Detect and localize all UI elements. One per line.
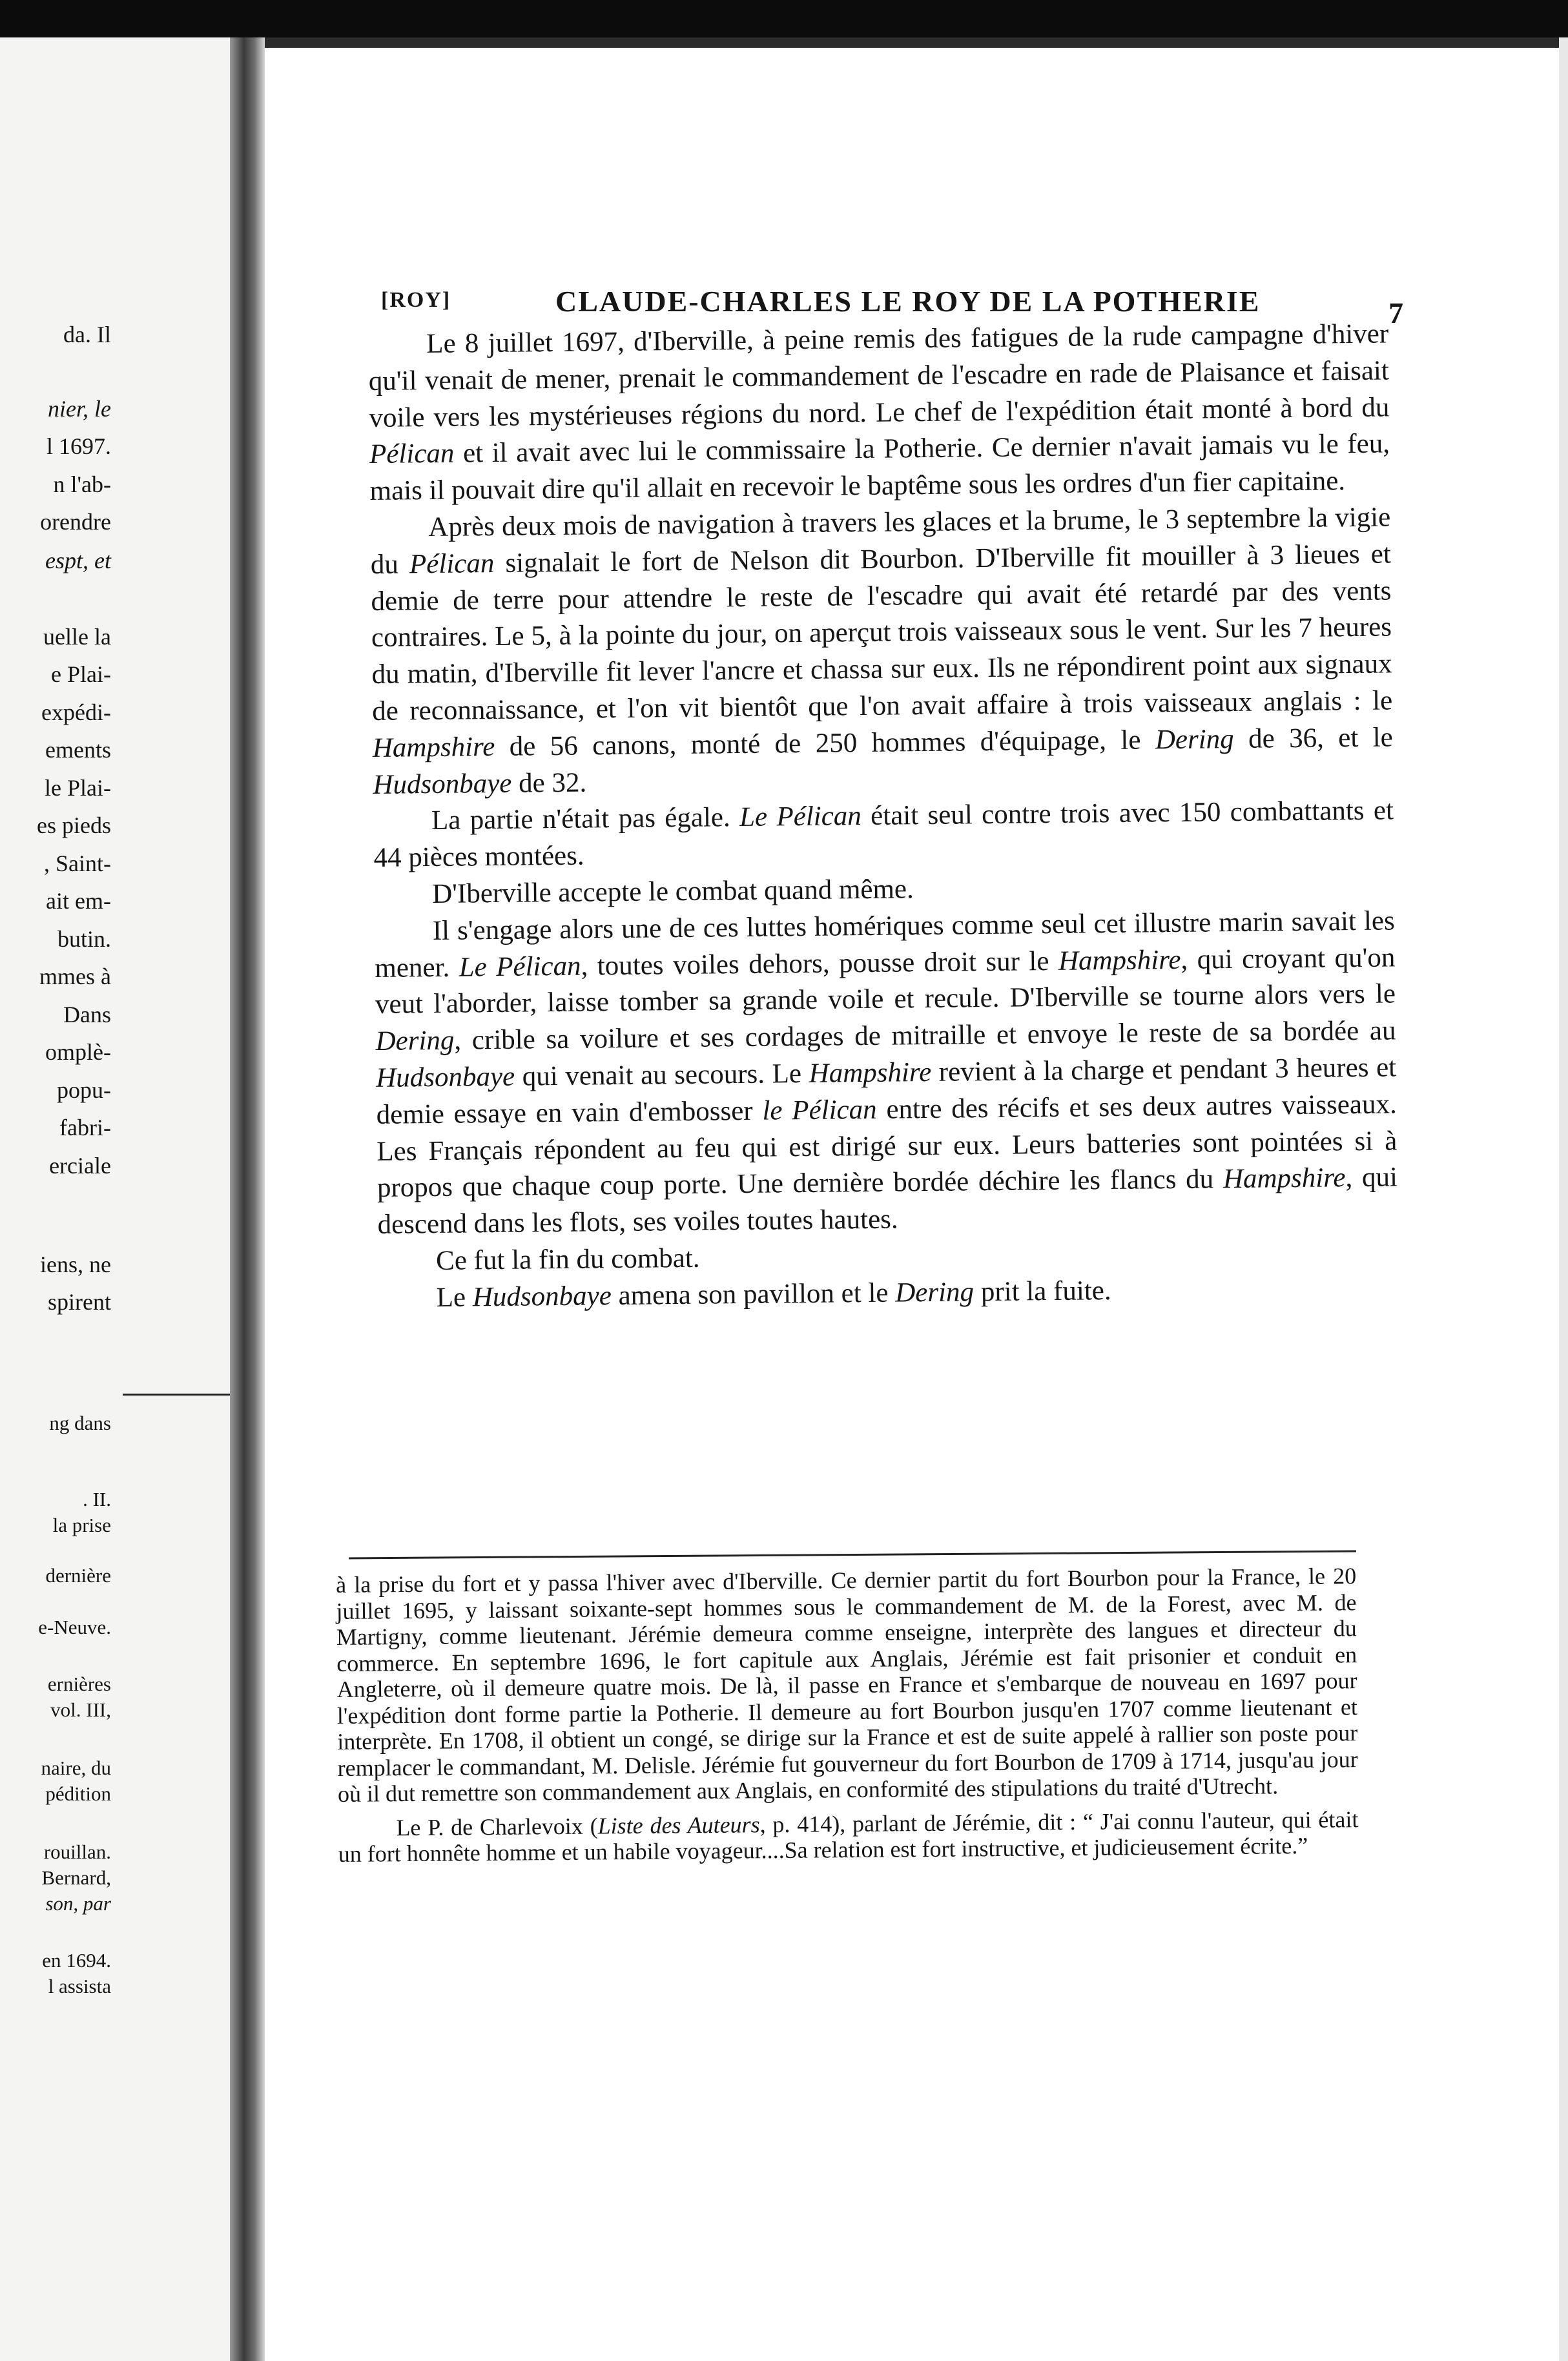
fragment-line: dernière: [45, 1564, 111, 1587]
fragment-line: ernières: [47, 1673, 111, 1695]
fragment-rule: [123, 1394, 232, 1396]
fragment-line: uelle la: [43, 624, 111, 650]
fragment-line: l 1697.: [46, 433, 111, 459]
fragment-line: espt, et: [45, 548, 111, 573]
fragment-line: n l'ab-: [53, 471, 111, 497]
fragment-line: iens, ne: [40, 1252, 111, 1277]
paragraph: D'Iberville accepte le combat quand même.: [431, 874, 914, 909]
fragment-line: expédi-: [41, 699, 111, 725]
fragment-line: , Saint-: [44, 851, 111, 876]
fragment-line: erciale: [49, 1153, 111, 1179]
fragment-line: e-Neuve.: [38, 1616, 111, 1638]
paragraph: Ce fut la fin du combat.: [435, 1242, 700, 1276]
fragment-line: fabri-: [59, 1115, 111, 1140]
fragment-line: spirent: [48, 1289, 111, 1315]
fragment-line: popu-: [57, 1077, 111, 1103]
fragment-line: le Plai-: [45, 775, 111, 801]
fragment-line: pédition: [45, 1782, 111, 1805]
footnote-paragraph: Le P. de Charlevoix (Liste des Auteurs, p. 414), parlant de Jérémie, dit : “ J'ai connu l'auteur, qui était un fort honnête homme et un habile voyageur....Sa relation est fort instructive, et judicieusement écrite.”: [338, 1806, 1359, 1867]
fragment-line: nier, le: [48, 396, 111, 422]
book-gutter: [230, 37, 265, 2361]
fragment-line: e Plai-: [51, 661, 111, 687]
facing-page-fragment: [0, 37, 240, 2361]
paragraph: Après deux mois de navigation à travers les glaces et la brume, le 3 septembre la vigie du Pélican signalait le fort de Nelson dit Bourbon. D'Iberville fit mouiller à 3 lieues et demie de terre pour attendre le reste de l'escadre qui avait été retardé par des vents contraires. Le 5, à la pointe du jour, on aperçut trois vaisseaux sous le vent. Sur les 7 heures du matin, d'Iberville fit lever l'ancre et chassa sur eux. Ils ne répondirent point aux signaux de reconnaissance, et l'on vit bientôt que l'on avait affaire à trois vaisseaux anglais : le Hampshire de 56 canons, monté de 250 hommes d'équipage, le Dering de 36, et le Hudsonbaye de 32.: [370, 502, 1393, 800]
fragment-line: rouillan.: [43, 1840, 111, 1863]
running-head-title: CLAUDE-CHARLES LE ROY DE LA POTHERIE: [555, 285, 1261, 318]
scan-top-edge: [0, 0, 1568, 37]
body-text: [368, 316, 1399, 1317]
running-head-tag: [ROY]: [381, 288, 451, 312]
paragraph: La partie n'était pas égale. Le Pélican était seul contre trois avec 150 combattants et 44 pièces montées.: [373, 795, 1394, 874]
fragment-line: naire, du: [41, 1757, 111, 1779]
fragment-line: ements: [45, 737, 111, 763]
fragment-line: omplè-: [45, 1039, 111, 1065]
fragment-line: . II.: [83, 1488, 111, 1510]
fragment-line: orendre: [40, 509, 111, 535]
footnotes: [336, 1563, 1359, 1867]
fragment-line: es pieds: [37, 812, 111, 838]
paragraph: Le 8 juillet 1697, d'Iberville, à peine remis des fatigues de la rude campagne d'hiver qu'il venait de mener, prenait le commandement de l'escadre en rade de Plaisance et faisait voile vers les mystérieuses régions du nord. Le chef de l'expédition était monté à bord du Pélican et il avait avec lui le commissaire la Potherie. Ce dernier n'avait jamais vu le feu, mais il pouvait dire qu'il allait en recevoir le baptême sous les ordres d'un fier capitaine.: [368, 318, 1390, 507]
fragment-line: vol. III,: [50, 1698, 111, 1721]
page-number: 7: [1388, 296, 1405, 329]
fragment-line: mmes à: [39, 964, 111, 989]
fragment-line: ng dans: [49, 1412, 111, 1434]
fragment-line: butin.: [57, 926, 111, 952]
fragment-line: la prise: [52, 1514, 111, 1536]
fragment-line: Bernard,: [41, 1866, 111, 1889]
paragraph: Il s'engage alors une de ces luttes homériques comme seul cet illustre marin savait les mener. Le Pélican, toutes voiles dehors, pousse droit sur le Hampshire, qui croyant qu'on veut l'aborder, laisse tomber sa grande voile et recule. D'Iberville se tourne alors vers le Dering, crible sa voilure et ses cordages de mitraille et envoye le reste de sa bordée au Hudsonbaye qui venait au secours. Le Hampshire revient à la charge et pendant 3 heures et demie essaye en vain d'embosser le Pélican entre des récifs et ses deux autres vaisseaux. Les Français répondent au feu qui est dirigé sur eux. Leurs batteries sont pointées si à propos que chaque coup porte. Une dernière bordée déchire les flancs du Hampshire, qui descend dans les flots, ses voiles toutes hautes.: [375, 905, 1398, 1241]
fragment-line: da. Il: [63, 322, 111, 347]
fragment-line: son, par: [45, 1892, 111, 1915]
footnote-paragraph: à la prise du fort et y passa l'hiver avec d'Iberville. Ce dernier partit du fort Bourbon pour la France, le 20 juillet 1695, y laissant soixante-sept hommes sous le commandement de M. de la Forest, avec M. de Martigny, comme lieutenant. Jérémie demeura comme enseigne, interprète des langues et directeur du commerce. En septembre 1696, le fort capitule aux Anglais, Jérémie est fait prisonier et conduit en Angleterre, où il demeure quatre mois. De là, il passe en France et s'embarque de nouveau en 1697 pour l'expédition dont forme partie la Potherie. Il demeure au fort Bourbon jusqu'en 1707 comme lieutenant et interprète. En 1708, il obtient un congé, se dirige sur la France et est de suite appelé à rallier son poste pour remplacer le commandant, M. Delisle. Jérémie fut gouverneur du fort Bourbon de 1709 à 1714, jusqu'au jour où il dut remettre son commandement aux Anglais, en conformité des stipulations du traité d'Utrecht.: [336, 1563, 1358, 1807]
fragment-line: ait em-: [46, 888, 111, 914]
footnote-rule: [349, 1551, 1356, 1560]
paragraph: Le Hudsonbaye amena son pavillon et le Dering prit la fuite.: [436, 1275, 1111, 1313]
scan-top-shadow: [245, 37, 1568, 48]
scan-right-edge: [1559, 37, 1568, 2361]
fragment-line: l assista: [48, 1975, 111, 1997]
fragment-line: Dans: [63, 1002, 111, 1027]
fragment-line: en 1694.: [42, 1949, 111, 1972]
